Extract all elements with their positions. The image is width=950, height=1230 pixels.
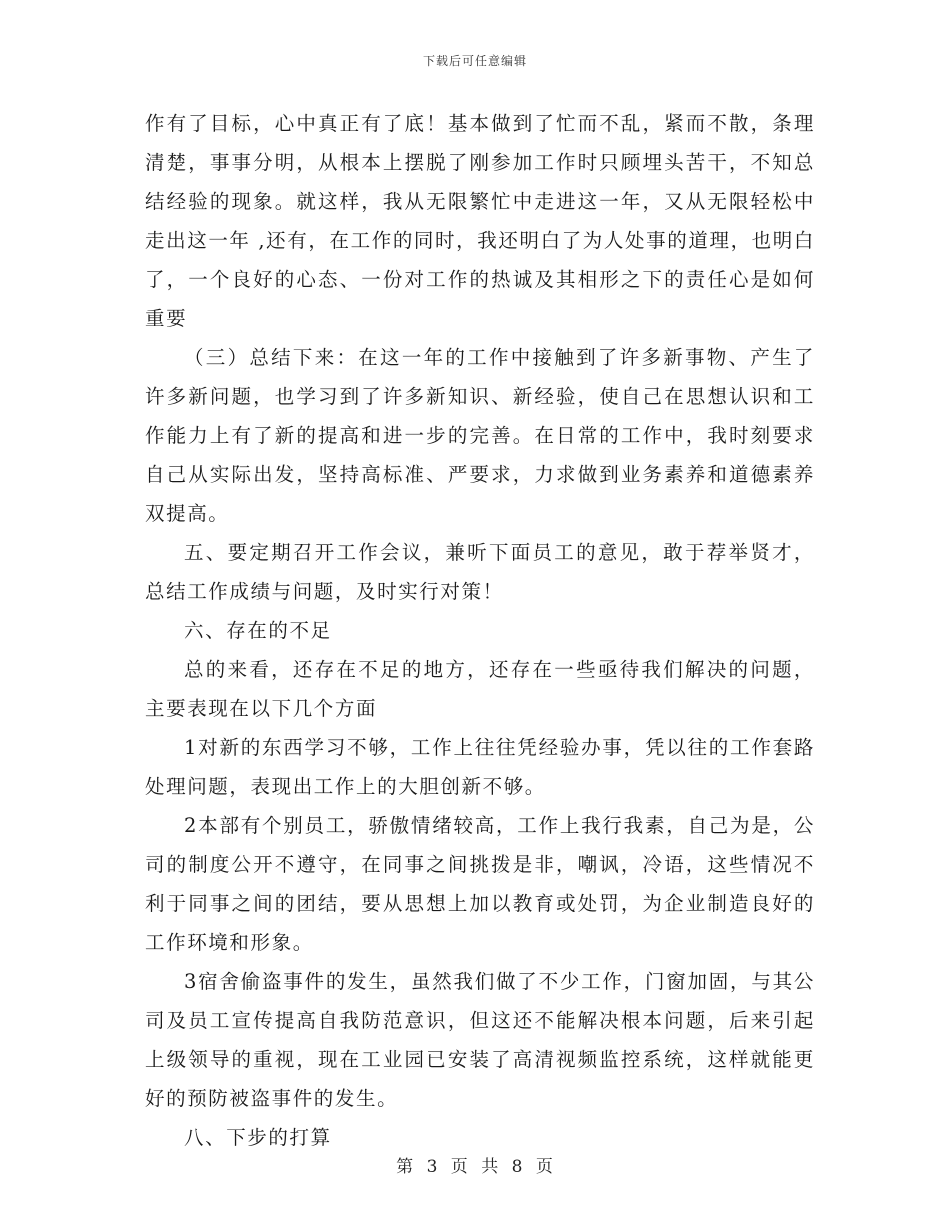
paragraph-item-2: 2本部有个别员工，骄傲情绪较高，工作上我行我素，自己为是，公司的制度公开不遵守，在同事之间挑拨是非，嘲讽，冷语，这些情况不利于同事之间的团结，要从思想上加以教育或处罚，为企业制造良好的工作环境和形象。 xyxy=(145,814,815,954)
paragraph-overview: 总的来看，还存在不足的地方，还存在一些亟待我们解决的问题，主要表现在以下几个方面 xyxy=(145,658,815,720)
paragraph-summary-three: （三）总结下来：在这一年的工作中接触到了许多新事物、产生了许多新问题，也学习到了许多新知识、新经验，使自己在思想认识和工作能力上有了新的提高和进一步的完善。在日常的工作中，我时刻要求自己从实际出发，坚持高标准、严要求，力求做到业务素养和道德素养双提高。 xyxy=(145,346,815,525)
paragraph-item-3: 3宿舍偷盗事件的发生，虽然我们做了不少工作，门窗加固，与其公司及员工宣传提高自我防范意识，但这还不能解决根本问题，后来引起上级领导的重视，现在工业园已安装了高清视频监控系统，这样就能更好的预防被盗事件的发生。 xyxy=(145,970,815,1110)
section-heading-next-steps: 八、下步的打算 xyxy=(184,1126,332,1149)
section-heading-shortcomings: 六、存在的不足 xyxy=(184,619,332,642)
page-header-note: 下载后可任意编辑 xyxy=(422,54,527,68)
page-number: 第 3 页 共 8 页 xyxy=(396,1157,554,1177)
document-body xyxy=(145,104,815,1157)
paragraph-item-1: 1对新的东西学习不够，工作上往往凭经验办事，凭以往的工作套路处理问题，表现出工作上的大胆创新不够。 xyxy=(145,736,815,798)
paragraph-section-five: 五、要定期召开工作会议，兼听下面员工的意见，敢于荐举贤才，总结工作成绩与问题，及时实行对策！ xyxy=(145,541,815,603)
paragraph-continuation: 作有了目标，心中真正有了底！基本做到了忙而不乱，紧而不散，条理清楚，事事分明，从根本上摆脱了刚参加工作时只顾埋头苦干，不知总结经验的现象。就这样，我从无限繁忙中走进这一年，又从无限轻松中走出这一年 ,还有，在工作的同时，我还明白了为人处事的道理，也明白了，一个良好的心态、一份对工作的热诚及其相形之下的责任心是如何重要 xyxy=(145,112,815,330)
